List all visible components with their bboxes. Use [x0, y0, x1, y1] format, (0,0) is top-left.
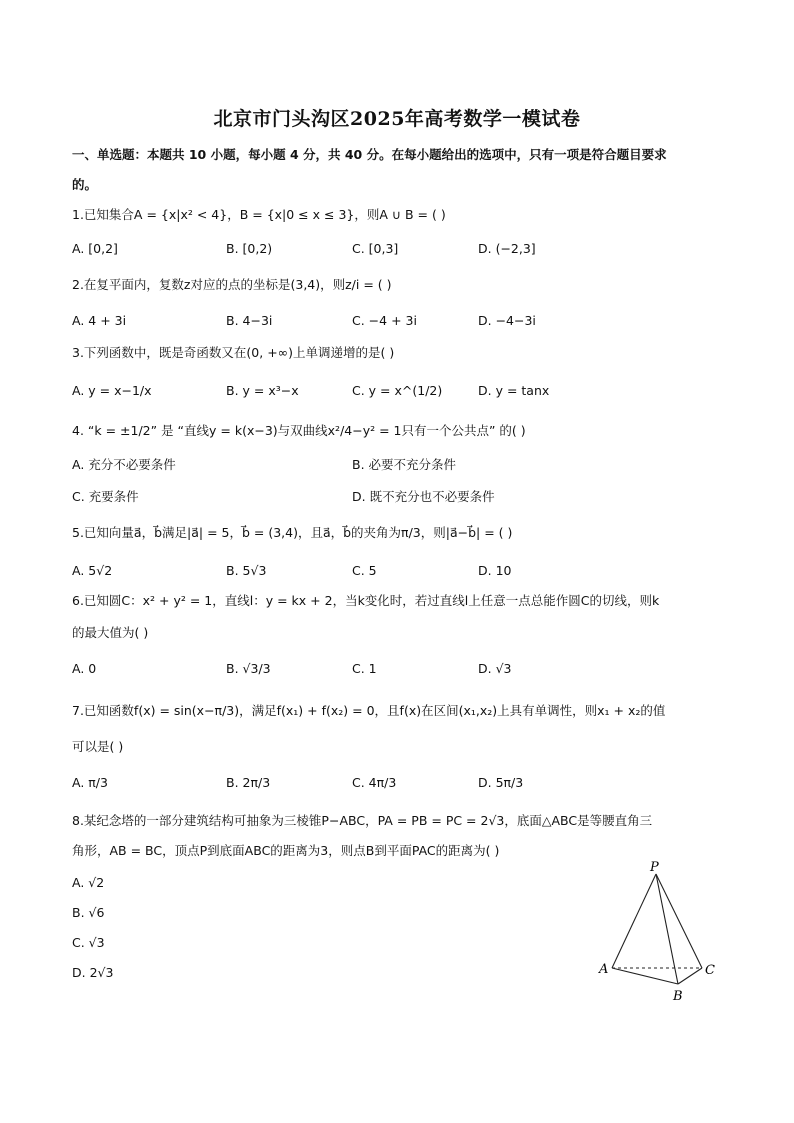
question-6-stem-line2: 的最大值为( ) [72, 625, 149, 640]
question-3-option-c: C. y = x^(1/2) [352, 383, 443, 398]
question-2-option-c: C. −4 + 3i [352, 313, 417, 328]
question-8-stem-line2: 角形，AB = BC，顶点P到底面ABC的距离为3，则点B到平面PAC的距离为( ) [72, 843, 500, 858]
label-p: P [650, 860, 659, 875]
question-4-stem: 4. “k = ±1/2” 是 “直线y = k(x−3)与双曲线x²/4−y² = 1只有一个公共点” 的( ) [72, 423, 526, 438]
question-3-option-b: B. y = x³−x [226, 383, 299, 398]
question-5-stem: 5.已知向量a⃗，b⃗满足|a⃗| = 5，b⃗ = (3,4)，且a⃗，b⃗的夹角为π/3，则|a⃗−b⃗| = ( ) [72, 525, 513, 540]
question-3-option-a: A. y = x−1/x [72, 383, 152, 398]
question-5-option-a: A. 5√2 [72, 563, 113, 578]
question-7-stem-line2: 可以是( ) [72, 739, 124, 754]
question-4-option-c: C. 充要条件 [72, 489, 139, 504]
question-2-option-a: A. 4 + 3i [72, 313, 127, 328]
question-1-option-a: A. [0,2] [72, 241, 118, 256]
question-6-option-c: C. 1 [352, 661, 377, 676]
question-7-option-b: B. 2π/3 [226, 775, 271, 790]
question-8-option-a: A. √2 [72, 875, 105, 890]
edge-pc [656, 874, 702, 968]
question-6-option-b: B. √3/3 [226, 661, 271, 676]
edge-ab [612, 968, 678, 984]
question-2-option-d: D. −4−3i [478, 313, 536, 328]
label-c: C [705, 963, 715, 978]
pyramid-figure [596, 860, 726, 1010]
label-a: A [599, 962, 609, 977]
question-8-stem-line1: 8.某纪念塔的一部分建筑结构可抽象为三棱锥P−ABC，PA = PB = PC = 2√3，底面△ABC是等腰直角三 [72, 813, 653, 828]
question-3-option-d: D. y = tanx [478, 383, 550, 398]
question-6-option-a: A. 0 [72, 661, 97, 676]
section-instructions-line2: 的。 [72, 177, 98, 192]
question-5-option-d: D. 10 [478, 563, 512, 578]
question-7-option-a: A. π/3 [72, 775, 108, 790]
question-4-option-b: B. 必要不充分条件 [352, 457, 457, 472]
question-2-stem: 2.在复平面内，复数z对应的点的坐标是(3,4)，则z/i = ( ) [72, 277, 392, 292]
pyramid-diagram [596, 860, 726, 1010]
question-8-option-b: B. √6 [72, 905, 105, 920]
question-1-option-b: B. [0,2) [226, 241, 273, 256]
question-6-stem-line1: 6.已知圆C：x² + y² = 1，直线l：y = kx + 2，当k变化时，若过直线l上任意一点总能作圆C的切线，则k [72, 593, 660, 608]
question-5-option-b: B. 5√3 [226, 563, 267, 578]
question-1-option-c: C. [0,3] [352, 241, 399, 256]
question-1-option-d: D. (−2,3] [478, 241, 536, 256]
question-8-option-c: C. √3 [72, 935, 105, 950]
question-1-stem: 1.已知集合A = {x|x² < 4}，B = {x|0 ≤ x ≤ 3}，则A ∪ B = ( ) [72, 207, 446, 222]
page-title: 北京市门头沟区2025年高考数学一模试卷 [213, 108, 581, 130]
question-7-option-d: D. 5π/3 [478, 775, 524, 790]
question-2-option-b: B. 4−3i [226, 313, 273, 328]
question-6-option-d: D. √3 [478, 661, 512, 676]
edge-bc [678, 968, 702, 984]
question-7-option-c: C. 4π/3 [352, 775, 397, 790]
question-8-option-d: D. 2√3 [72, 965, 114, 980]
question-5-option-c: C. 5 [352, 563, 377, 578]
label-b: B [673, 989, 683, 1004]
question-4-option-d: D. 既不充分也不必要条件 [352, 489, 495, 504]
question-4-option-a: A. 充分不必要条件 [72, 457, 176, 472]
question-7-stem-line1: 7.已知函数f(x) = sin(x−π/3)，满足f(x₁) + f(x₂) = 0，且f(x)在区间(x₁,x₂)上具有单调性，则x₁ + x₂的值 [72, 703, 666, 718]
edge-pa [612, 874, 656, 968]
question-3-stem: 3.下列函数中，既是奇函数又在(0, +∞)上单调递增的是( ) [72, 345, 395, 360]
section-instructions-line1: 一、单选题：本题共 10 小题，每小题 4 分，共 40 分。在每小题给出的选项中，只有一项是符合题目要求 [72, 147, 667, 162]
